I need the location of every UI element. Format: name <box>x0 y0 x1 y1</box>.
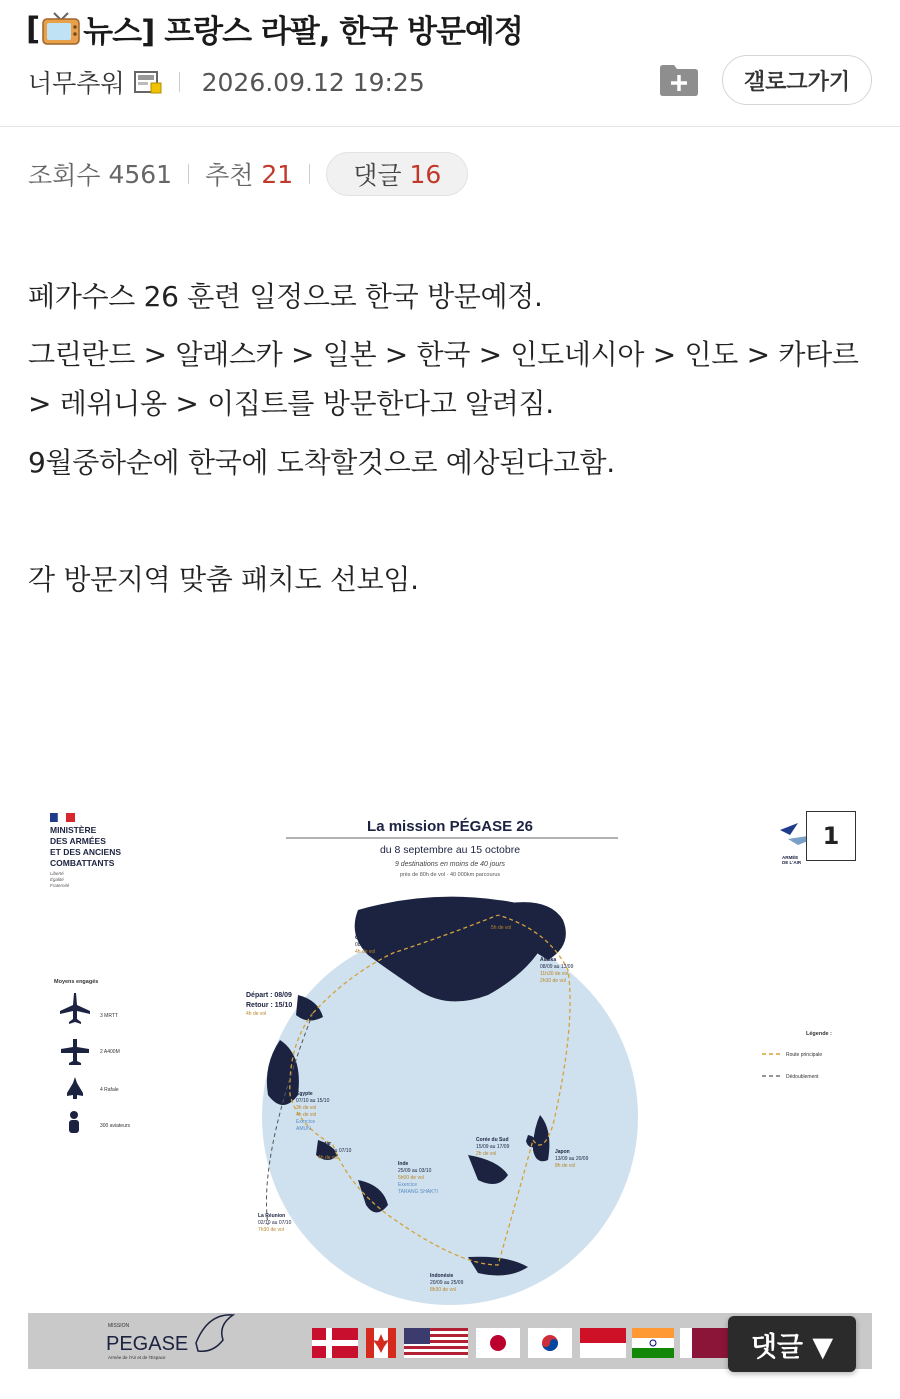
japan-flag-icon <box>476 1328 520 1358</box>
stop-detail: 8h de vol <box>555 1163 576 1169</box>
add-button[interactable] <box>658 60 700 98</box>
stop-name: Départ : 08/09 <box>246 992 292 999</box>
stop-detail: 4h de vol <box>318 1155 339 1161</box>
post-title <box>26 6 523 51</box>
stop-detail: 2h30 de vol <box>540 978 566 984</box>
image-page-number: 1 <box>806 811 856 861</box>
folder-plus-icon <box>658 60 700 98</box>
usa-flag-icon <box>404 1328 468 1358</box>
stop-name: Canada <box>491 911 510 917</box>
mission-dates: du 8 septembre au 15 octobre <box>379 844 521 856</box>
stop-date: 03/10 au 07/10 <box>318 1148 352 1154</box>
flag-blue <box>50 813 58 822</box>
views-label: 조회수 <box>28 161 101 190</box>
means-item: 4 Rafale <box>100 1087 119 1093</box>
mission-sub: près de 80h de vol · 40 000km parcourus <box>399 872 501 878</box>
stop-detail: 3h de vol <box>296 1105 317 1111</box>
stop-extra: Exercice <box>296 1119 316 1125</box>
stop-date: 25/09 au 03/10 <box>398 1168 432 1174</box>
ministry-line: COMBATTANTS <box>50 858 115 868</box>
title-text: 프랑스 라팔, 한국 방문예정 <box>164 14 523 50</box>
stop-detail: 4h de vol <box>296 1112 317 1118</box>
gallog-button[interactable]: 갤로그가기 <box>722 55 872 105</box>
ministry-line: ET DES ANCIENS <box>50 847 122 857</box>
legend-split: Dédoublement <box>786 1074 819 1080</box>
stop-date: 09/09 <box>491 918 504 924</box>
gallog-badge-icon <box>133 69 163 95</box>
stop-name: Corée du Sud <box>476 1137 509 1143</box>
body-line: 각 방문지역 맞춤 패치도 선보임. <box>28 563 419 596</box>
meta-divider <box>179 72 180 92</box>
post-stats <box>28 152 468 196</box>
stop-name: Indonésie <box>430 1273 454 1279</box>
stop-date: 07/10 au 15/10 <box>296 1098 330 1104</box>
comment-count-button[interactable] <box>326 152 468 196</box>
post-datetime: 2026.09.12 19:25 <box>201 67 425 97</box>
rafale-jet-icon <box>67 1077 83 1099</box>
stop-name: Alaska <box>540 957 557 963</box>
stop-name: Qatar <box>318 1141 332 1147</box>
means-item: 2 A400M <box>100 1049 120 1055</box>
title-bracket: [ <box>26 10 40 47</box>
stop-date: 20/09 au 25/09 <box>430 1280 464 1286</box>
stop-detail: 5h00 de vol <box>398 1175 424 1181</box>
comments-count: 16 <box>409 159 442 189</box>
mrtt-plane-icon <box>60 993 90 1024</box>
stop-detail: 2h de vol <box>476 1151 497 1157</box>
legend-title: Légende : <box>806 1031 832 1037</box>
title-category: 뉴스] <box>83 14 155 50</box>
svg-text:Armée de l'Air et de l'Espace: Armée de l'Air et de l'Espace <box>108 1355 166 1360</box>
stop-date: 08/09 au 13/09 <box>540 964 574 970</box>
india-flag-icon <box>632 1328 674 1358</box>
stop-name: Égypte <box>296 1091 313 1097</box>
canada-flag-icon <box>366 1328 396 1358</box>
indonesia-flag-icon <box>580 1328 626 1358</box>
recommend-count: 21 <box>261 159 294 189</box>
stop-detail: 5h de vol <box>491 925 512 931</box>
stop-detail: 4h de vol <box>246 1011 267 1017</box>
stop-extra: AMUN <box>296 1126 311 1132</box>
stats-divider <box>188 164 189 184</box>
stop-name: Inde <box>398 1161 409 1167</box>
stop-detail: 7h30 de vol <box>258 1227 284 1233</box>
stop-detail: 11h30 de vol <box>540 971 569 977</box>
body-line: > 레위니옹 > 이집트를 방문한다고 알려짐. <box>28 387 554 420</box>
svg-text:DE L'AIR: DE L'AIR <box>782 860 802 865</box>
stop-date: 02/10 au 07/10 <box>258 1220 292 1226</box>
stop-date: 15/09 au 17/09 <box>476 1144 510 1150</box>
stop-extra: TARANG SHAKTI <box>398 1189 438 1195</box>
comment-toggle-button[interactable]: 댓글 ▼ <box>728 1316 856 1372</box>
recommend-label: 추천 <box>205 161 254 190</box>
ministry-line: DES ARMÉES <box>50 836 106 846</box>
motto-line: Fraternité <box>50 883 70 888</box>
svg-text:ARMÉE: ARMÉE <box>782 855 799 860</box>
a400m-plane-icon <box>61 1039 89 1065</box>
aviator-person-icon <box>69 1111 79 1133</box>
stop-name: La Réunion <box>258 1213 286 1219</box>
post-header <box>0 0 900 127</box>
body-line: 그린란드 > 알래스카 > 일본 > 한국 > 인도네시아 > 인도 > 카타르 <box>28 338 859 371</box>
stop-detail: 4h de vol <box>355 949 376 955</box>
views-count: 4561 <box>108 159 173 189</box>
stop-name: Groenland <box>355 935 381 941</box>
tv-icon <box>41 11 81 47</box>
stop-extra: Exercice <box>398 1182 418 1188</box>
stats-divider <box>309 164 310 184</box>
mission-infographic-image[interactable] <box>28 795 872 1369</box>
ministry-line: MINISTÈRE <box>50 825 97 835</box>
mission-sub: 9 destinations en moins de 40 jours <box>394 861 506 868</box>
body-line: 9월중하순에 한국에 도착할것으로 예상된다고함. <box>28 446 615 479</box>
stop-name: Japon <box>555 1149 570 1155</box>
stop-date: Retour : 15/10 <box>246 1002 293 1009</box>
means-title: Moyens engagés <box>54 979 99 985</box>
motto-line: Égalité <box>50 877 64 882</box>
stop-date: 13/09 au 20/09 <box>555 1156 589 1162</box>
legend-main: Route principale <box>786 1052 823 1058</box>
svg-text:PEGASE: PEGASE <box>106 1333 189 1355</box>
flag-red <box>66 813 75 822</box>
stop-detail: 8h30 de vol <box>430 1287 456 1293</box>
korea-flag-icon <box>528 1328 572 1358</box>
stop-date: 08/09 <box>355 942 368 948</box>
means-item: 3 MRTT <box>100 1013 118 1019</box>
mission-title: La mission PÉGASE 26 <box>367 818 533 835</box>
denmark-flag-icon <box>312 1328 358 1358</box>
post-meta <box>28 64 425 100</box>
comments-label: 댓글 <box>353 161 402 190</box>
means-item: 300 aviateurs <box>100 1123 131 1129</box>
svg-text:MISSION: MISSION <box>108 1323 130 1329</box>
body-line: 페가수스 26 훈련 일정으로 한국 방문예정. <box>28 280 543 313</box>
qatar-flag-icon <box>680 1328 730 1358</box>
author-name[interactable]: 너무추워 <box>28 69 125 98</box>
motto-line: Liberté <box>50 871 64 876</box>
